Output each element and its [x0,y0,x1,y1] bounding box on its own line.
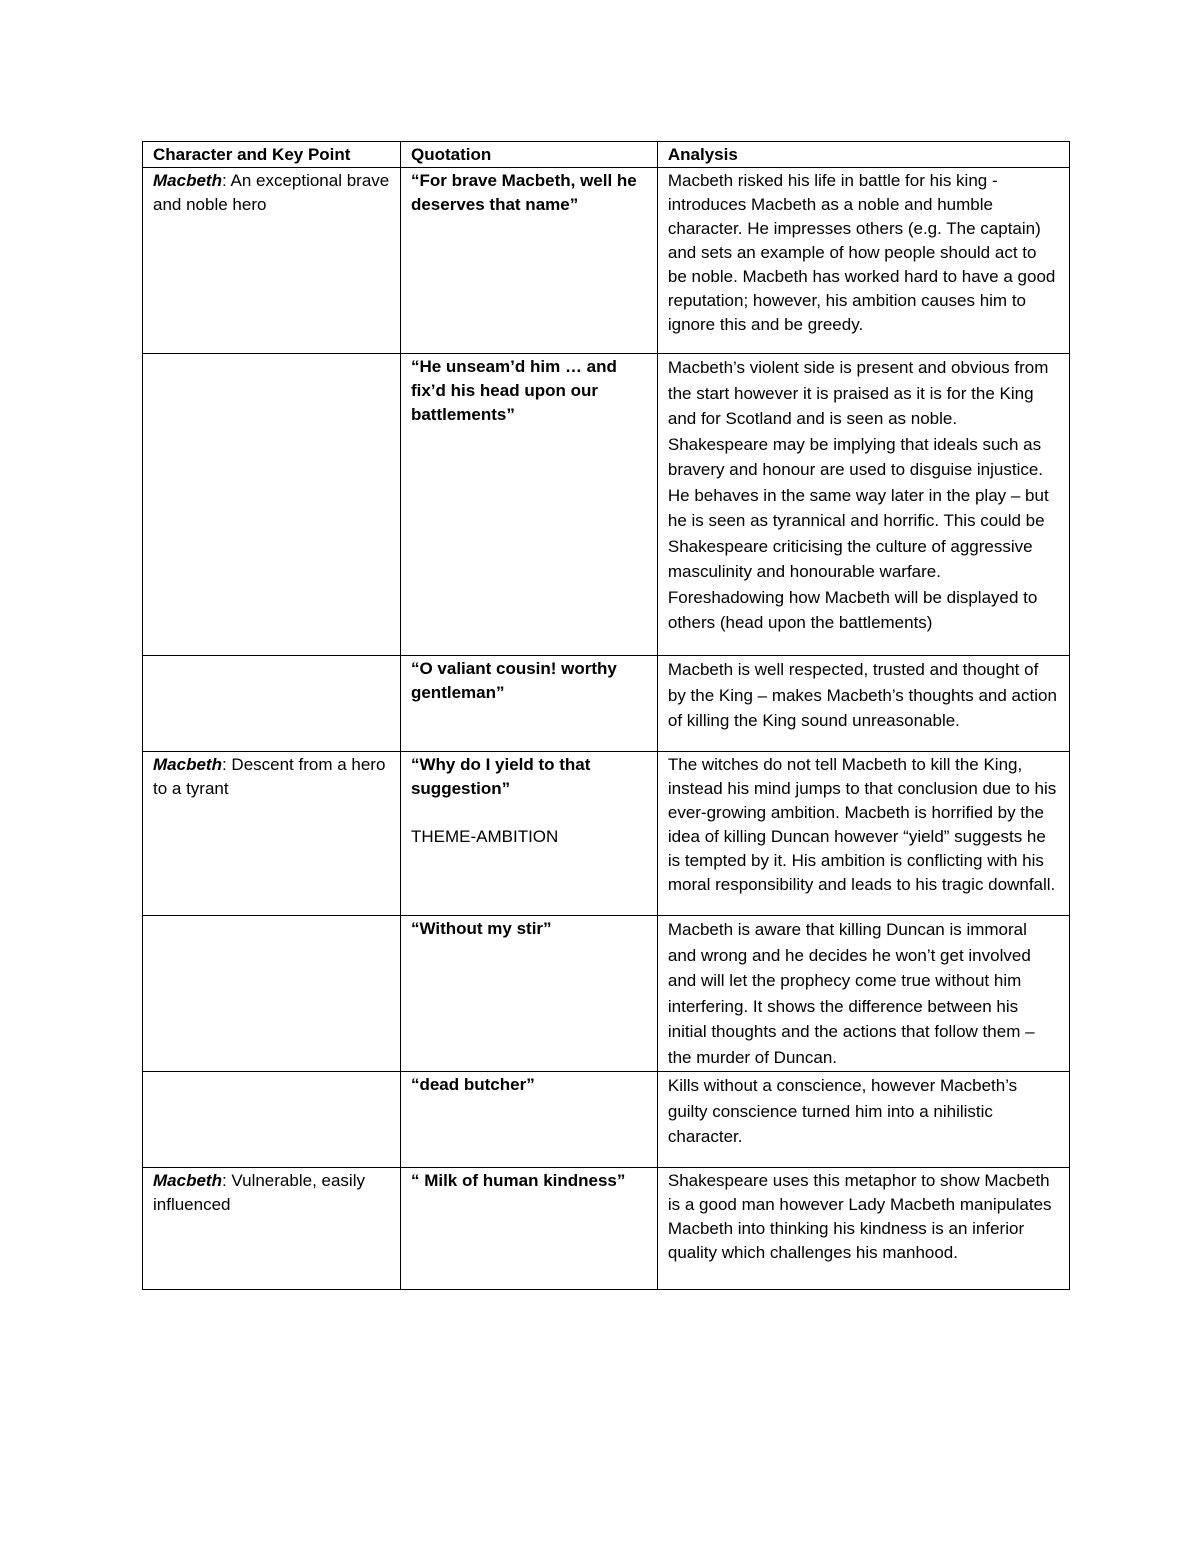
table-row [143,168,1070,354]
character-cell [143,752,401,916]
analysis-cell: Macbeth is aware that killing Duncan is immoral and wrong and he decides he won’t get involved and will let the prophecy come true without him interfering. It shows the difference between his initial thoughts and the actions that follow them – the murder of Duncan. [657,916,1069,1072]
quotation-cell [400,656,657,752]
quotation-cell [400,168,657,354]
header-analysis: Analysis [657,142,1069,168]
character-name: Macbeth [153,755,222,774]
table-header-row [143,142,1070,168]
analysis-cell: Shakespeare uses this metaphor to show Macbeth is a good man however Lady Macbeth manipulates Macbeth into thinking his kindness is an inferior quality which challenges his manhood. [657,1168,1069,1290]
character-name: Macbeth [153,1171,222,1190]
table-row [143,916,1070,1072]
analysis-cell: Kills without a conscience, however Macbeth’s guilty conscience turned him into a nihilistic character. [657,1072,1069,1168]
analysis-cell: Macbeth risked his life in battle for his king - introduces Macbeth as a noble and humble character. He impresses others (e.g. The captain) and sets an example of how people should act to be noble. Macbeth has worked hard to have a good reputation; however, his ambition causes him to ignore this and be greedy. [657,168,1069,354]
quotation-text: “Without my stir” [410,919,552,938]
character-cell [143,1168,401,1290]
quotation-text: “O valiant cousin! worthy gentleman” [410,659,617,702]
character-point: : Vulnerable, easily influenced [153,1171,365,1214]
quotation-cell [400,354,657,656]
quotation-cell [400,1072,657,1168]
character-name: Macbeth [153,171,222,190]
quotation-text: “ Milk of human kindness” [410,1171,626,1190]
character-cell [143,354,401,656]
quotation-text: “Why do I yield to that suggestion” [410,755,591,798]
character-cell [143,1072,401,1168]
character-cell [143,656,401,752]
quotation-cell [400,752,657,916]
quotation-text: “dead butcher” [410,1075,535,1094]
header-quotation: Quotation [400,142,657,168]
quotation-cell [400,1168,657,1290]
character-point: : Descent from a hero to a tyrant [153,755,386,798]
quotation-text: “For brave Macbeth, well he deserves that name” [410,171,637,214]
table-row [143,1168,1070,1290]
analysis-cell: Macbeth’s violent side is present and obvious from the start however it is praised as it is for the King and for Scotland and is seen as noble. Shakespeare may be implying that ideals such as bravery and honour are used to disguise injustice. He behaves in the same way later in the play – but he is seen as tyrannical and horrific. This could be Shakespeare criticising the culture of aggressive masculinity and honourable warfare. Foreshadowing how Macbeth will be displayed to others (head upon the battlements) [657,354,1069,656]
header-character: Character and Key Point [143,142,401,168]
quotation-text: “He unseam’d him … and fix’d his head upon our battlements” [410,357,617,424]
character-point: : An exceptional brave and noble hero [153,171,390,214]
table-row [143,656,1070,752]
quotation-cell [400,916,657,1072]
table-row [143,354,1070,656]
theme-label: THEME-AMBITION [410,827,559,846]
character-analysis-table [142,141,1070,1290]
character-cell [143,916,401,1072]
table-row [143,1072,1070,1168]
analysis-cell: The witches do not tell Macbeth to kill the King, instead his mind jumps to that conclusion due to his ever-growing ambition. Macbeth is horrified by the idea of killing Duncan however “yield” suggests he is tempted by it. His ambition is conflicting with his moral responsibility and leads to his tragic downfall. [657,752,1069,916]
table-row [143,752,1070,916]
character-cell [143,168,401,354]
analysis-cell: Macbeth is well respected, trusted and thought of by the King – makes Macbeth’s thoughts and action of killing the King sound unreasonable. [657,656,1069,752]
